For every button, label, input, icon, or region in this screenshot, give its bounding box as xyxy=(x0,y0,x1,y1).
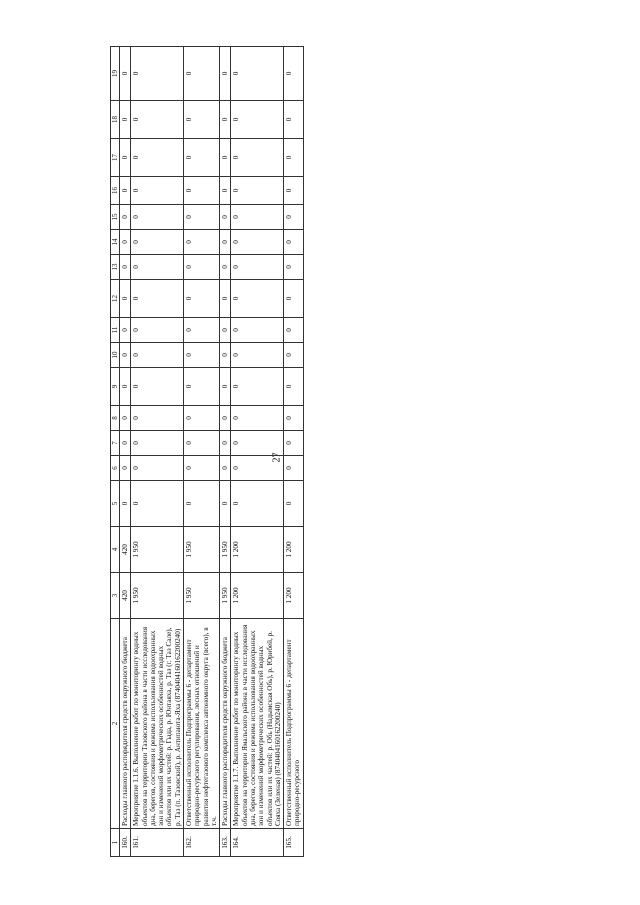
value-cell: 0 xyxy=(120,318,131,343)
value-cell: 0 xyxy=(231,318,284,343)
value-cell: 0 xyxy=(284,343,304,368)
value-cell: 0 xyxy=(131,205,184,230)
value-cell: 0 xyxy=(184,456,220,481)
column-number-18: 18 xyxy=(111,101,120,139)
value-cell: 0 xyxy=(131,47,184,101)
value-cell: 0 xyxy=(284,368,304,406)
value-cell: 0 xyxy=(120,230,131,255)
value-cell: 0 xyxy=(120,139,131,177)
value-cell: 0 xyxy=(184,343,220,368)
column-number-12: 12 xyxy=(111,280,120,318)
row-description: Ответственный исполнитель Подпрограммы 6 - департамент природно-ресурсного регулирования, лесных отношений и развития нефтегазового комплекса автономного округа (всего), в т.ч. xyxy=(184,619,220,829)
value-cell: 0 xyxy=(284,481,304,527)
row-number: 162. xyxy=(184,829,220,857)
row-description: Мероприятие 1.1.6. Выполнение работ по мониторингу водных объектов на территории Тазовского района в части исследования дна, берегов, состояния и режима использования водоохранных зон и изменений морфометрических особенностей водных объектов или их частей: р. Гыда, р. Юнтаяха, р. Таз (г. Таз Сале), р. Таз (п. Тазовский), р. Антипаюта-Яха (8740404160162200240) xyxy=(131,619,184,829)
value-cell: 0 xyxy=(284,318,304,343)
table-row xyxy=(120,47,131,857)
row-description: Мероприятие 1.1.7. Выполнение работ по мониторингу водных объектов на территории Ямальского района в части исследования дна, берегов, состояния и режима использования водоохранных зон и изменений морфометрических особенностей водных объектов или их частей: р. Обь (Надымская Обь), р. Юрибей, р. Сояха (Зеленая) (8740404160162200240) xyxy=(231,619,284,829)
value-cell: 0 xyxy=(231,343,284,368)
column-number-2: 2 xyxy=(111,619,120,829)
value-cell: 0 xyxy=(231,139,284,177)
row-description: Ответственный исполнитель Подпрограммы 6 - департамент природно-ресурсного xyxy=(284,619,304,829)
value-cell: 0 xyxy=(131,343,184,368)
value-cell: 420 xyxy=(120,573,131,619)
table-row xyxy=(284,47,304,857)
column-number-5: 5 xyxy=(111,481,120,527)
value-cell: 420 xyxy=(120,527,131,573)
value-cell: 0 xyxy=(284,177,304,205)
table-row xyxy=(231,47,284,857)
value-cell: 1 950 xyxy=(220,527,231,573)
value-cell: 0 xyxy=(131,139,184,177)
column-number-15: 15 xyxy=(111,205,120,230)
budget-table xyxy=(110,46,304,857)
page-number: 27 xyxy=(271,452,283,463)
value-cell: 0 xyxy=(131,481,184,527)
column-number-4: 4 xyxy=(111,527,120,573)
value-cell: 0 xyxy=(284,47,304,101)
column-number-1: 1 xyxy=(111,829,120,857)
value-cell: 0 xyxy=(220,230,231,255)
value-cell: 0 xyxy=(184,406,220,431)
value-cell: 1 950 xyxy=(184,527,220,573)
value-cell: 0 xyxy=(231,101,284,139)
value-cell: 0 xyxy=(131,230,184,255)
row-number: 161. xyxy=(131,829,184,857)
value-cell: 0 xyxy=(284,456,304,481)
value-cell: 0 xyxy=(184,318,220,343)
value-cell: 0 xyxy=(231,230,284,255)
value-cell: 1 950 xyxy=(220,573,231,619)
value-cell: 0 xyxy=(131,431,184,456)
value-cell: 1 950 xyxy=(184,573,220,619)
column-number-13: 13 xyxy=(111,255,120,280)
value-cell: 0 xyxy=(120,47,131,101)
value-cell: 0 xyxy=(284,101,304,139)
value-cell: 0 xyxy=(284,205,304,230)
value-cell: 0 xyxy=(220,139,231,177)
value-cell: 0 xyxy=(131,255,184,280)
value-cell: 0 xyxy=(184,47,220,101)
header-row xyxy=(111,47,120,857)
column-number-11: 11 xyxy=(111,318,120,343)
value-cell: 0 xyxy=(131,280,184,318)
value-cell: 0 xyxy=(284,431,304,456)
value-cell: 0 xyxy=(120,101,131,139)
value-cell: 0 xyxy=(220,406,231,431)
value-cell: 0 xyxy=(220,177,231,205)
value-cell: 0 xyxy=(120,456,131,481)
value-cell: 0 xyxy=(284,280,304,318)
value-cell: 0 xyxy=(231,255,284,280)
value-cell: 0 xyxy=(284,139,304,177)
value-cell: 1 950 xyxy=(131,573,184,619)
value-cell: 0 xyxy=(220,343,231,368)
value-cell: 0 xyxy=(231,406,284,431)
value-cell: 0 xyxy=(231,47,284,101)
value-cell: 1 200 xyxy=(284,573,304,619)
value-cell: 0 xyxy=(231,368,284,406)
value-cell: 0 xyxy=(184,481,220,527)
value-cell: 0 xyxy=(120,177,131,205)
value-cell: 0 xyxy=(184,431,220,456)
value-cell: 0 xyxy=(184,101,220,139)
column-number-3: 3 xyxy=(111,573,120,619)
value-cell: 0 xyxy=(220,205,231,230)
value-cell: 0 xyxy=(220,318,231,343)
value-cell: 0 xyxy=(220,456,231,481)
value-cell: 1 200 xyxy=(284,527,304,573)
value-cell: 0 xyxy=(220,431,231,456)
value-cell: 0 xyxy=(231,431,284,456)
value-cell: 0 xyxy=(220,280,231,318)
column-number-16: 16 xyxy=(111,177,120,205)
value-cell: 0 xyxy=(131,456,184,481)
value-cell: 0 xyxy=(120,368,131,406)
value-cell: 0 xyxy=(184,205,220,230)
value-cell: 0 xyxy=(231,205,284,230)
value-cell: 0 xyxy=(231,280,284,318)
value-cell: 1 200 xyxy=(231,527,284,573)
value-cell: 0 xyxy=(184,368,220,406)
value-cell: 0 xyxy=(120,431,131,456)
table-row xyxy=(184,47,220,857)
value-cell: 0 xyxy=(131,318,184,343)
value-cell: 0 xyxy=(231,177,284,205)
table-row xyxy=(131,47,184,857)
value-cell: 0 xyxy=(220,481,231,527)
column-number-6: 6 xyxy=(111,456,120,481)
value-cell: 0 xyxy=(284,255,304,280)
value-cell: 0 xyxy=(120,481,131,527)
value-cell: 0 xyxy=(131,101,184,139)
column-number-17: 17 xyxy=(111,139,120,177)
column-number-8: 8 xyxy=(111,406,120,431)
column-number-10: 10 xyxy=(111,343,120,368)
value-cell: 0 xyxy=(220,47,231,101)
value-cell: 0 xyxy=(284,230,304,255)
value-cell: 0 xyxy=(184,255,220,280)
value-cell: 1 950 xyxy=(131,527,184,573)
column-number-14: 14 xyxy=(111,230,120,255)
value-cell: 0 xyxy=(120,343,131,368)
column-number-9: 9 xyxy=(111,368,120,406)
value-cell: 0 xyxy=(220,101,231,139)
value-cell: 0 xyxy=(120,280,131,318)
value-cell: 0 xyxy=(120,205,131,230)
row-description: Расходы главного распорядителя средств окружного бюджета xyxy=(220,619,231,829)
value-cell: 0 xyxy=(184,230,220,255)
budget-table-container xyxy=(110,47,530,857)
value-cell: 0 xyxy=(184,177,220,205)
value-cell: 0 xyxy=(120,255,131,280)
value-cell: 0 xyxy=(131,406,184,431)
row-number: 163. xyxy=(220,829,231,857)
value-cell: 0 xyxy=(220,255,231,280)
value-cell: 0 xyxy=(220,368,231,406)
value-cell: 0 xyxy=(231,481,284,527)
value-cell: 0 xyxy=(131,368,184,406)
row-description: Расходы главного распорядителя средств окружного бюджета xyxy=(120,619,131,829)
row-number: 164. xyxy=(231,829,284,857)
row-number: 160. xyxy=(120,829,131,857)
value-cell: 0 xyxy=(184,280,220,318)
value-cell: 0 xyxy=(231,456,284,481)
row-number: 165. xyxy=(284,829,304,857)
value-cell: 1 200 xyxy=(231,573,284,619)
column-number-19: 19 xyxy=(111,47,120,101)
value-cell: 0 xyxy=(120,406,131,431)
value-cell: 0 xyxy=(184,139,220,177)
column-number-7: 7 xyxy=(111,431,120,456)
value-cell: 0 xyxy=(284,406,304,431)
value-cell: 0 xyxy=(131,177,184,205)
table-row xyxy=(220,47,231,857)
